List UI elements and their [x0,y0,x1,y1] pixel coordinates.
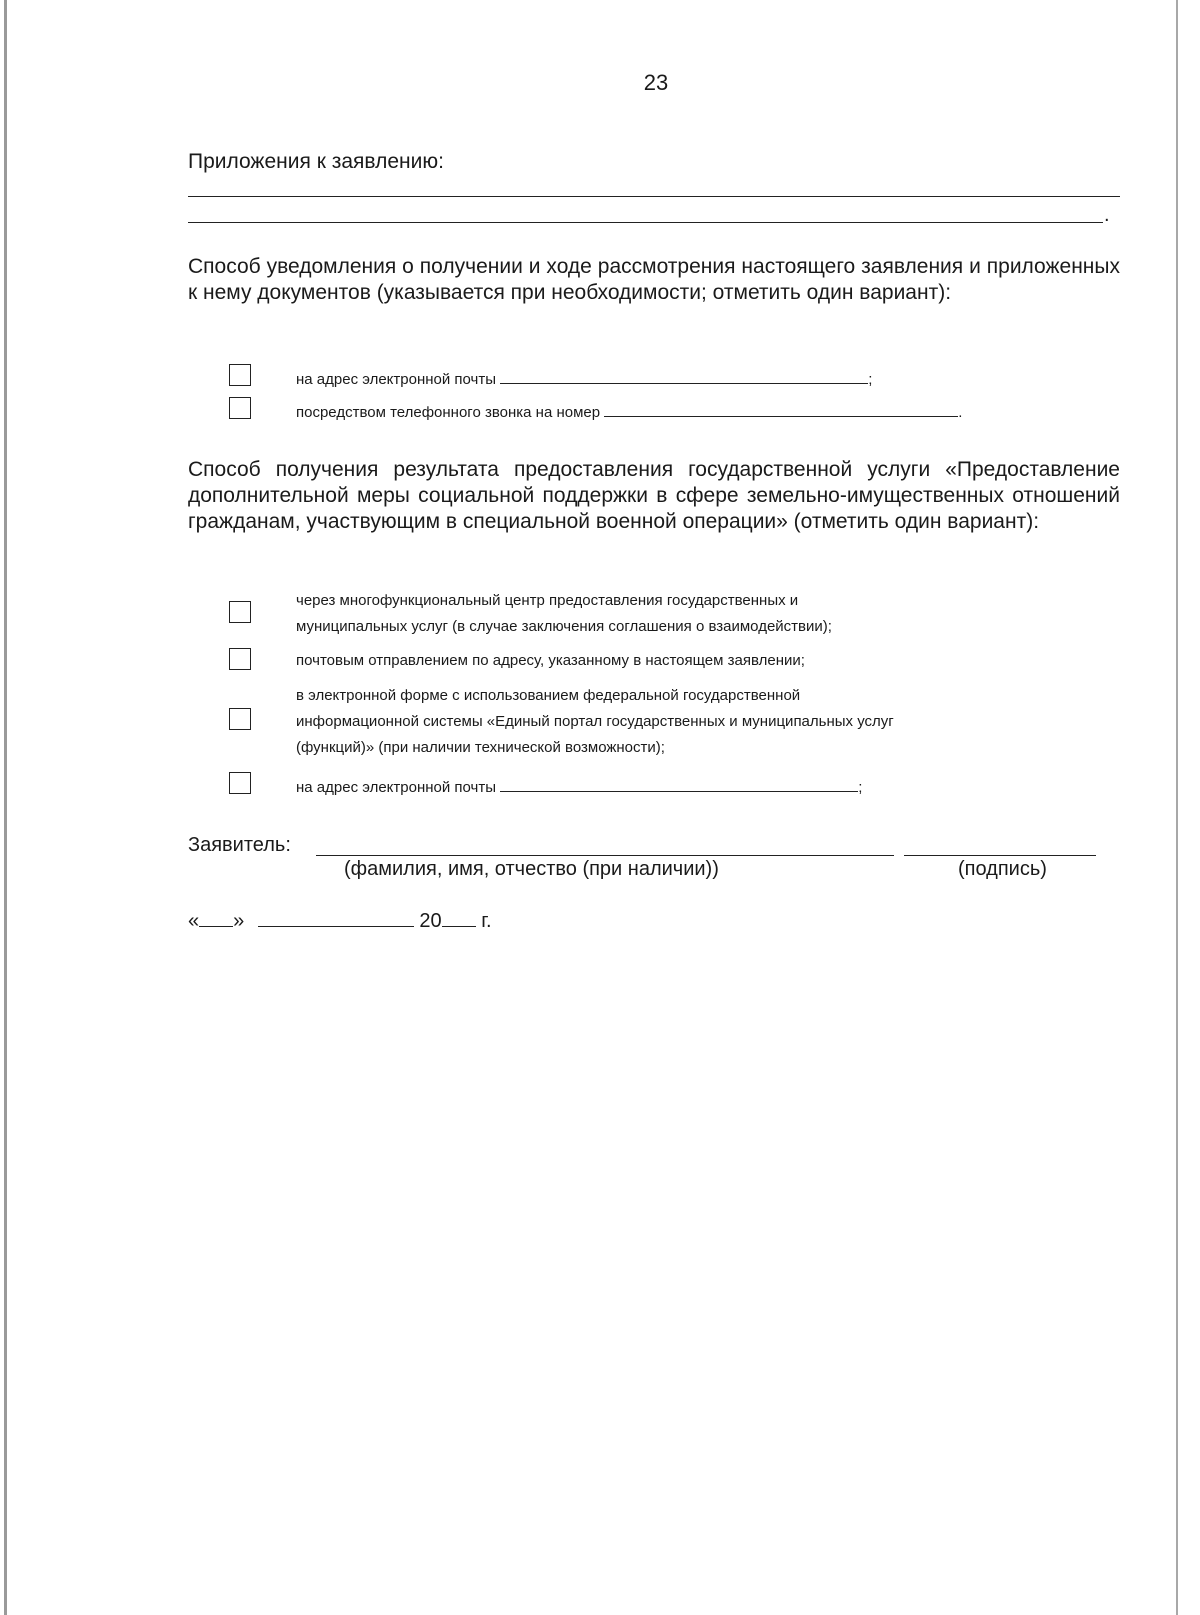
applicant-signature-line[interactable] [904,855,1096,856]
result-email-option [296,775,862,801]
date-open-quote: « [188,910,200,932]
result-portal-line-2: информационной системы «Единый портал государственных и муниципальных услуг [296,713,894,730]
attachments-line-1[interactable] [188,196,1120,197]
page-number: 23 [643,70,669,95]
attachments-line-2[interactable] [188,222,1103,223]
notify-email-label: на адрес электронной почты [296,371,497,388]
result-portal-line-3: (функций)» (при наличии технической возможности); [296,739,665,756]
notify-email-checkbox[interactable] [229,364,251,386]
result-post-checkbox[interactable] [229,648,251,670]
notify-email-field[interactable] [500,367,868,384]
result-portal-option [296,683,894,761]
result-mfc-line-1: через многофункциональный центр предоставления государственных и [296,592,799,609]
date-year-suffix: г. [481,910,492,932]
result-mfc-option [296,588,832,640]
result-email-field[interactable] [500,775,858,792]
result-portal-checkbox[interactable] [229,708,251,730]
result-email-checkbox[interactable] [229,772,251,794]
result-mfc-checkbox[interactable] [229,601,251,623]
attachments-heading: Приложения к заявлению: [188,150,444,173]
result-post-option: почтовым отправлением по адресу, указанному в настоящем заявлении; [296,652,805,669]
notify-phone-checkbox[interactable] [229,397,251,419]
result-email-label: на адрес электронной почты [296,779,497,796]
notify-email-end: ; [868,371,873,388]
notify-phone-field[interactable] [604,400,958,417]
date-line [188,910,492,933]
result-mfc-line-2: муниципальных услуг (в случае заключения соглашения о взаимодействии); [296,618,832,635]
date-year-field[interactable] [442,912,476,927]
signature-caption: (подпись) [958,858,1047,880]
date-day-field[interactable] [199,912,233,927]
date-month-field[interactable] [258,912,414,927]
notify-phone-label: посредством телефонного звонка на номер [296,404,601,421]
applicant-name-line[interactable] [316,855,894,856]
notify-email-option [296,367,872,393]
notify-phone-option [296,400,962,426]
date-year-prefix: 20 [419,910,442,932]
notification-intro: Способ уведомления о получении и ходе рассмотрения настоящего заявления и приложенных к нему документов (указывается при необходимости; отметить один вариант): [188,255,1120,304]
notify-phone-end: . [958,404,963,421]
applicant-label: Заявитель: [188,834,291,856]
attachments-end-mark: . [1104,204,1110,226]
scan-edge-left [4,0,7,1615]
result-email-end: ; [858,779,863,796]
result-intro: Способ получения результата предоставления государственной услуги «Предоставление дополнительной меры социальной поддержки в сфере земельно-имущественных отношений гражданам, участвующим в специальной военной операции» (отметить один вариант): [188,458,1120,533]
scan-edge-right [1176,0,1178,1615]
name-caption: (фамилия, имя, отчество (при наличии)) [344,858,719,880]
date-close-quote: » [233,910,245,932]
result-portal-line-1: в электронной форме с использованием федеральной государственной [296,687,801,704]
